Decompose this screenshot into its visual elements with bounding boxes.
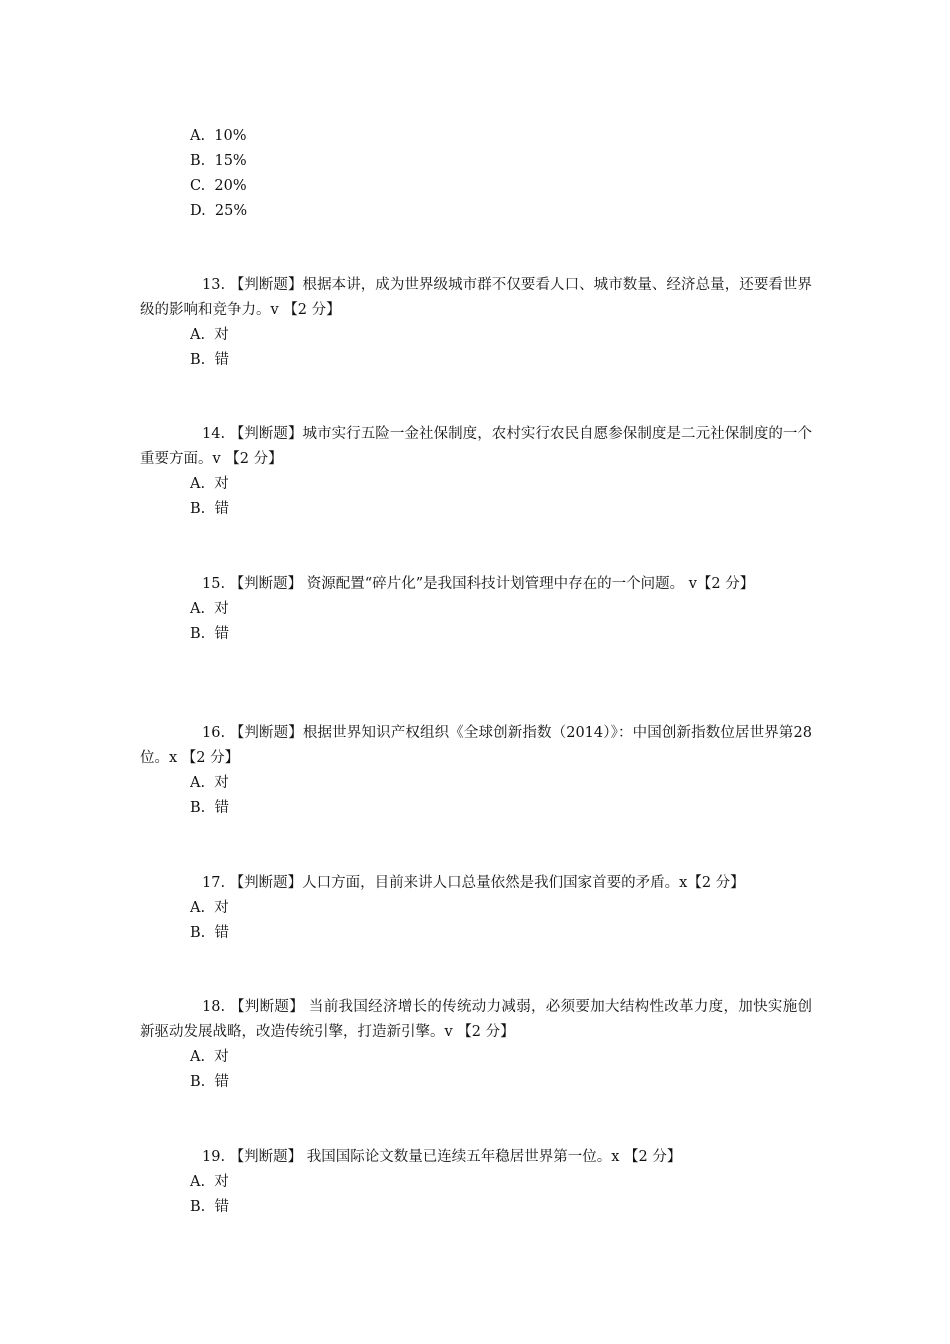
question-13 xyxy=(140,273,812,373)
option-a: A. 10% xyxy=(190,128,247,144)
question-text: 13. 【判断题】根据本讲，成为世界级城市群不仅要看人口、城市数量、经济总量，还要看世界级的影响和竞争力。v 【2 分】 xyxy=(140,277,812,318)
question-text: 18. 【判断题】 当前我国经济增长的传统动力减弱，必须要加大结构性改革力度，加快实施创新驱动发展战略，改造传统引擎，打造新引擎。v 【2 分】 xyxy=(140,999,812,1040)
option-b: B. 15% xyxy=(190,153,247,169)
option-a: A. 对 xyxy=(190,1174,229,1190)
option-a: A. 对 xyxy=(190,1049,229,1065)
question-text: 14. 【判断题】城市实行五险一金社保制度，农村实行农民自愿参保制度是二元社保制度的一个重要方面。v 【2 分】 xyxy=(140,426,812,467)
question-text: 17. 【判断题】人口方面，目前来讲人口总量依然是我们国家首要的矛盾。x【2 分】 xyxy=(202,875,745,891)
question-16 xyxy=(140,721,812,821)
option-a: A. 对 xyxy=(190,601,229,617)
question-17 xyxy=(140,871,812,946)
option-b: B. 错 xyxy=(190,352,229,368)
previous-question-options xyxy=(140,124,812,224)
option-b: B. 错 xyxy=(190,1199,229,1215)
option-b: B. 错 xyxy=(190,800,229,816)
option-b: B. 错 xyxy=(190,925,229,941)
question-text: 19. 【判断题】 我国国际论文数量已连续五年稳居世界第一位。x 【2 分】 xyxy=(202,1149,682,1165)
question-14 xyxy=(140,422,812,522)
question-18 xyxy=(140,995,812,1095)
question-text: 15. 【判断题】 资源配置“碎片化”是我国科技计划管理中存在的一个问题。 v【2 分】 xyxy=(202,576,755,592)
option-b: B. 错 xyxy=(190,626,229,642)
option-b: B. 错 xyxy=(190,501,229,517)
option-b: B. 错 xyxy=(190,1074,229,1090)
question-19 xyxy=(140,1145,812,1220)
option-c: C. 20% xyxy=(190,178,247,194)
option-a: A. 对 xyxy=(190,900,229,916)
option-a: A. 对 xyxy=(190,775,229,791)
question-15 xyxy=(140,572,812,647)
option-d: D. 25% xyxy=(190,203,248,219)
option-a: A. 对 xyxy=(190,476,229,492)
question-text: 16. 【判断题】根据世界知识产权组织《全球创新指数（2014）》：中国创新指数位居世界第28位。x 【2 分】 xyxy=(140,725,812,766)
option-a: A. 对 xyxy=(190,327,229,343)
